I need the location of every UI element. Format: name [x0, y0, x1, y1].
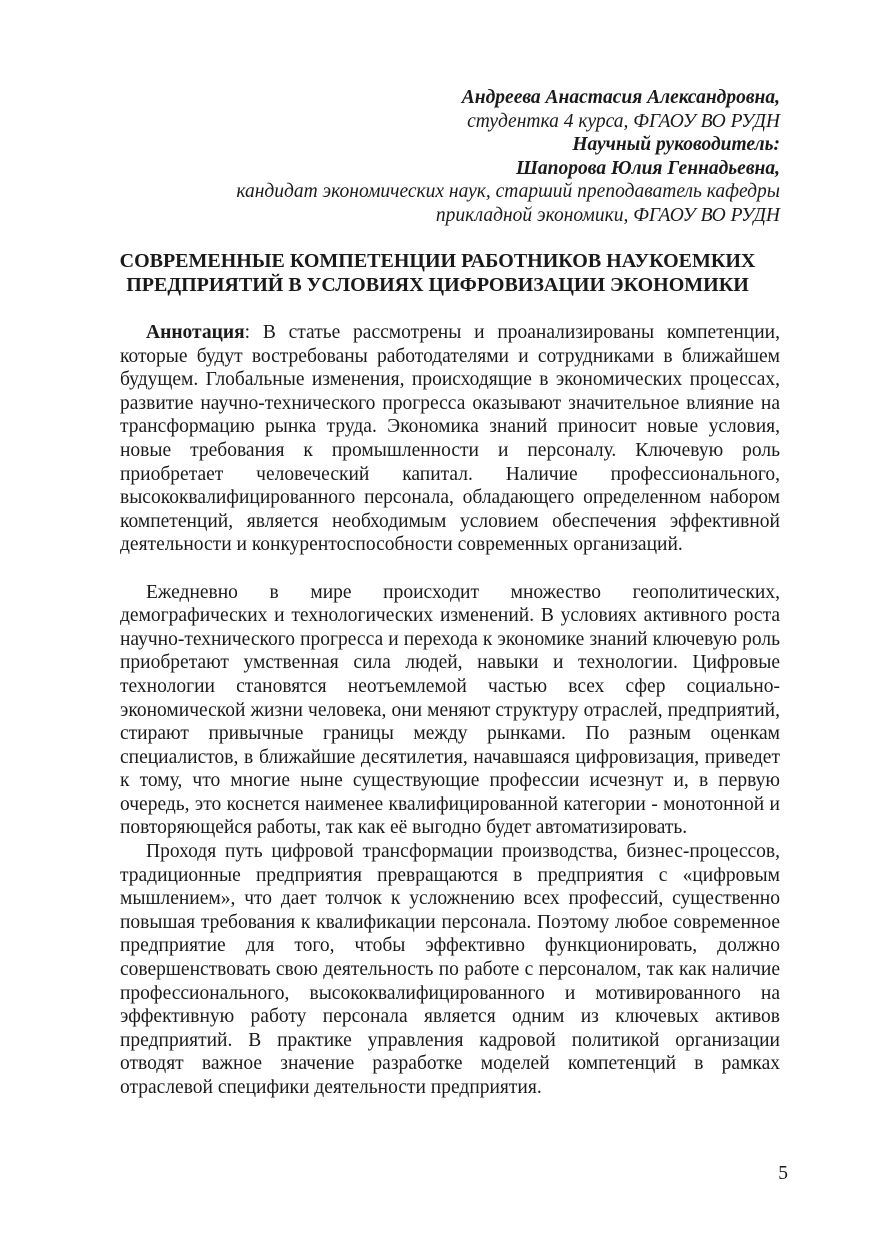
author-name: Андреева Анастасия Александровна, — [461, 87, 780, 108]
author-role: студентка 4 курса, ФГАОУ ВО РУДН — [467, 110, 780, 132]
title-line-2: ПРЕДПРИЯТИЙ В УСЛОВИЯХ ЦИФРОВИЗАЦИИ ЭКОНОМИКИ — [126, 273, 749, 296]
body-paragraph-2: Проходя путь цифровой трансформации производства, бизнес-процессов, традиционные предприятия превращаются в предприятия с «цифровым мышлением», что дает толчок к усложнению всех профессий, существенно повышая требования к квалификации персонала. Поэтому любое современное предприятие для того, чтобы эффективно функционировать, должно совершенствовать свою деятельность по работе с персоналом, так как наличие профессионального, высококвалифицированного и мотивированного на эффективную работу персонала является одним из ключевых активов предприятий. В практике управления кадровой политикой организации отводят важное значение разработке моделей компетенций в рамках отраслевой специфики деятельности предприятия. — [120, 841, 780, 1098]
body-paragraph-1: Ежедневно в мире происходит множество геополитических, демографических и технологических изменений. В условиях активного роста научно-технического прогресса и перехода к экономике знаний ключевую роль приобретают умственная сила людей, навыки и технологии. Цифровые технологии становятся неотъемлемой частью всех сфер социально-экономической жизни человека, они меняют структуру отраслей, предприятий, стирают привычные границы между рынками. По разным оценкам специалистов, в ближайшие десятилетия, начавшаяся цифровизация, приведет к тому, что многие ныне существующие профессии исчезнут и, в первую очередь, это коснется наименее квалифицированной категории - монотонной и повторяющейся работы, так как её выгодно будет автоматизировать. — [120, 581, 780, 839]
author-block — [80, 86, 780, 227]
supervisor-role-line-1: кандидат экономических наук, старший преподаватель кафедры — [236, 181, 780, 202]
article-body — [120, 321, 780, 1100]
supervisor-name: Шапорова Юлия Геннадьевна, — [515, 157, 780, 179]
article-title — [96, 250, 779, 297]
title-line-1: СОВРЕМЕННЫЕ КОМПЕТЕНЦИИ РАБОТНИКОВ НАУКОЕМКИХ — [119, 250, 756, 272]
supervisor-label: Научный руководитель: — [572, 134, 780, 155]
abstract-paragraph — [120, 321, 780, 557]
supervisor-role-line-2: прикладной экономики, ФГАОУ ВО РУДН — [435, 204, 780, 226]
page-number: 5 — [778, 1163, 788, 1184]
abstract-label: Аннотация — [146, 322, 245, 343]
abstract-text: : В статье рассмотрены и проанализированы компетенции, которые будут востребованы работодателями и сотрудниками в ближайшем будущем. Глобальные изменения, происходящие в экономических процессах, развитие научно-технического прогресса оказывают значительное влияние на трансформацию рынка труда. Экономика знаний приносит новые условия, новые требования к промышленности и персоналу. Ключевую роль приобретает человеческий капитал. Наличие профессионального, высококвалифицированного персонала, обладающего определенном набором компетенций, является необходимым условием обеспечения эффективной деятельности и конкурентоспособности современных организаций. — [120, 322, 780, 556]
